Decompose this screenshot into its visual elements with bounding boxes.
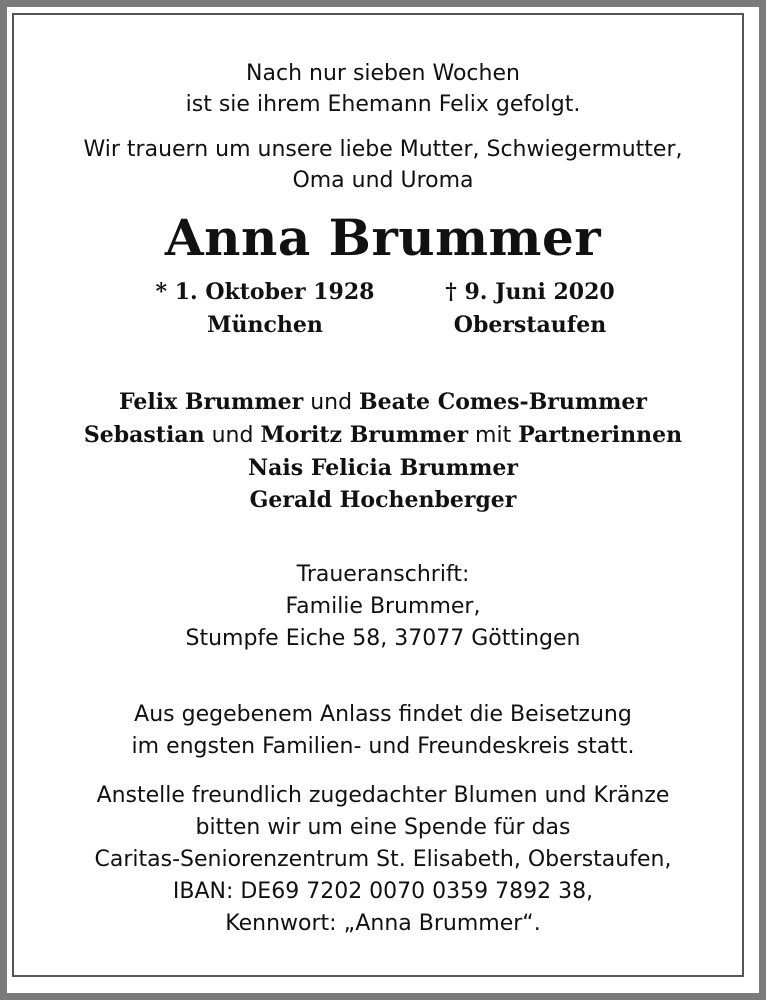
mourners-row-3: Nais Felicia Brummer [248,455,518,481]
birth-place: München [207,312,323,338]
mourner-joiner: und [303,390,360,415]
mourner-name: Felix Brummer [118,389,304,415]
donation-line-5: Kennwort: „Anna Brummer“. [225,911,541,936]
funeral-line-2: im engsten Familien- und Freundeskreis statt. [131,734,635,759]
mourner-name: Moritz Brummer [260,422,469,448]
funeral-line-1: Aus gegebenem Anlass findet die Beisetzung [134,702,632,727]
address-label: Traueranschrift: [296,562,470,587]
intro-line-3: Wir trauern um unsere liebe Mutter, Schwiegermutter, [83,137,683,162]
donation-line-2: bitten wir um eine Spende für das [195,815,571,840]
mourners-row-2 [0,422,766,448]
mourner-joiner: mit [468,423,519,448]
donation-line-3: Caritas-Seniorenzentrum St. Elisabeth, Oberstaufen, [94,847,672,872]
death-date: † 9. Juni 2020 [445,279,615,305]
address-family: Familie Brummer, [285,594,481,619]
mourner-name: Beate Comes-Brummer [359,389,648,415]
death-place: Oberstaufen [453,312,607,338]
mourner-name: Sebastian [83,422,205,448]
address-street: Stumpfe Eiche 58, 37077 Göttingen [185,626,581,651]
mourner-name: Partnerinnen [518,422,683,448]
intro-line-2: ist sie ihrem Ehemann Felix gefolgt. [185,92,581,117]
mourner-joiner: und [204,423,261,448]
birth-date: * 1. Oktober 1928 [155,279,375,305]
intro-line-4: Oma und Uroma [292,168,474,193]
donation-line-1: Anstelle freundlich zugedachter Blumen und Kränze [96,783,670,808]
mourners-row-1 [0,389,766,415]
intro-line-1: Nach nur sieben Wochen [246,61,520,86]
donation-line-4: IBAN: DE69 7202 0070 0359 7892 38, [172,879,594,904]
deceased-name: Anna Brummer [164,208,602,267]
mourners-row-4: Gerald Hochenberger [249,487,517,513]
